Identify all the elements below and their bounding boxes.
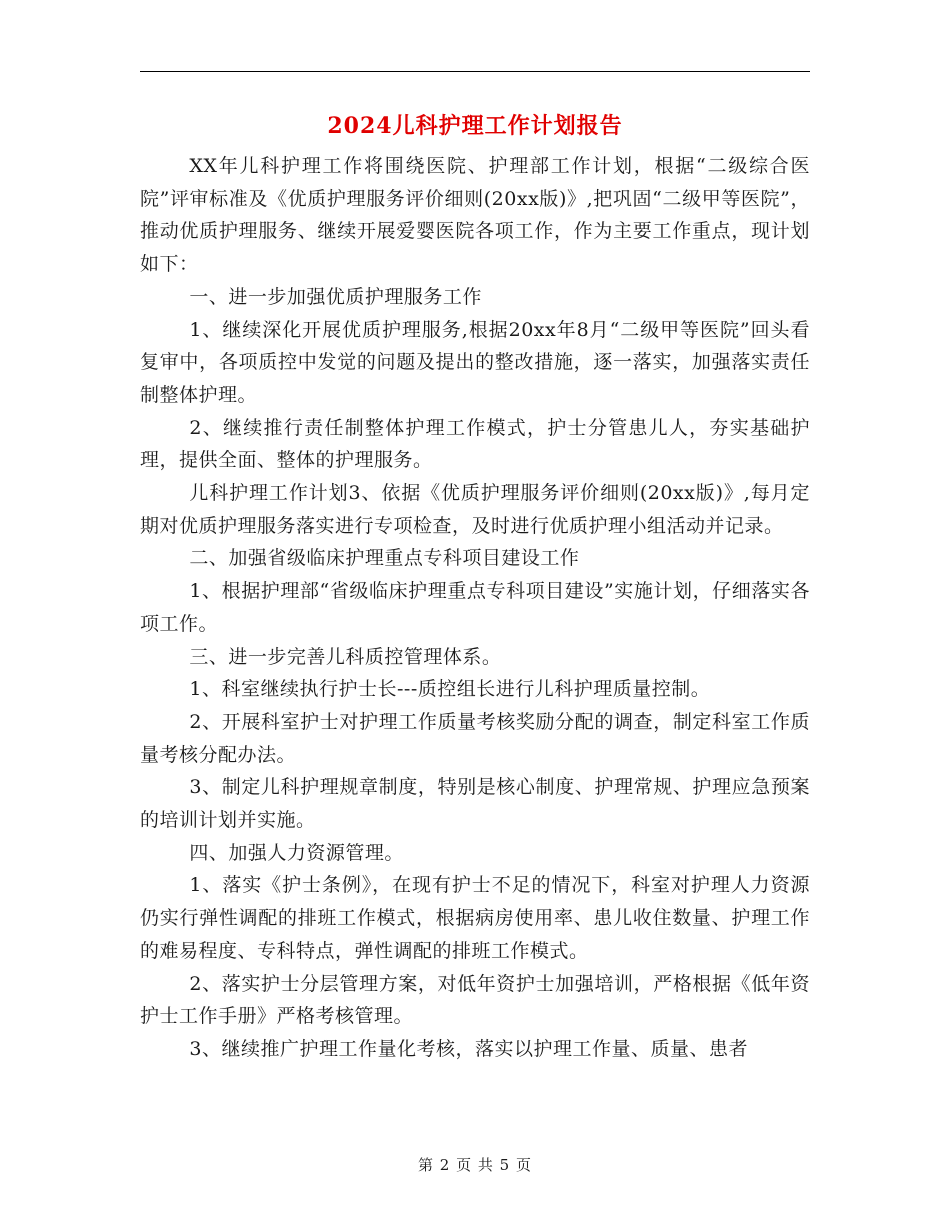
page-number-footer: 第 2 页 共 5 页 (418, 1156, 532, 1174)
paragraph-3-2: 2、开展科室护士对护理工作质量考核奖励分配的调查，制定科室工作质量考核分配办法。 (140, 710, 810, 766)
intro-paragraph: XX年儿科护理工作将围绕医院、护理部工作计划，根据“二级综合医院”评审标准及《优质护理服务评价细则(20xx版)》,把巩固“二级甲等医院”，推动优质护理服务、继续开展爱婴医院各项工作，作为主要工作重点，现计划如下： (140, 155, 810, 276)
section-heading-1: 一、进一步加强优质护理服务工作 (189, 285, 482, 308)
paragraph-4-1: 1、落实《护士条例》，在现有护士不足的情况下，科室对护理人力资源仍实行弹性调配的排班工作模式，根据病房使用率、患儿收住数量、护理工作的难易程度、专科特点，弹性调配的排班工作模式。 (140, 874, 810, 962)
paragraph-2-1: 1、根据护理部“省级临床护理重点专科项目建设”实施计划，仔细落实各项工作。 (140, 580, 810, 635)
paragraph-4-3: 3、继续推广护理工作量化考核，落实以护理工作量、质量、患者 (189, 1037, 748, 1060)
paragraph-4-2: 2、落实护士分层管理方案，对低年资护士加强培训，严格根据《低年资护士工作手册》严格考核管理。 (140, 972, 810, 1028)
paragraph-3-1: 1、科室继续执行护士长---质控组长进行儿科护理质量控制。 (189, 678, 711, 701)
paragraph-1-3: 儿科护理工作计划3、依据《优质护理服务评价细则(20xx版)》,每月定期对优质护理服务落实进行专项检查，及时进行优质护理小组活动并记录。 (140, 482, 810, 537)
paragraph-1-1: 1、继续深化开展优质护理服务,根据20xx年8月“二级甲等医院”回头看复审中，各项质控中发觉的问题及提出的整改措施，逐一落实，加强落实责任制整体护理。 (140, 318, 810, 406)
header-rule (140, 71, 810, 72)
document-title: 2024儿科护理工作计划报告 (327, 113, 623, 139)
document-body (140, 150, 810, 1066)
paragraph-1-2: 2、继续推行责任制整体护理工作模式，护士分管患儿人，夯实基础护理，提供全面、整体的护理服务。 (140, 416, 810, 472)
paragraph-3-3: 3、制定儿科护理规章制度，特别是核心制度、护理常规、护理应急预案的培训计划并实施。 (140, 776, 810, 832)
section-heading-4: 四、加强人力资源管理。 (189, 841, 404, 864)
section-heading-2: 二、加强省级临床护理重点专科项目建设工作 (189, 547, 580, 570)
section-heading-3: 三、进一步完善儿科质控管理体系。 (189, 645, 502, 668)
